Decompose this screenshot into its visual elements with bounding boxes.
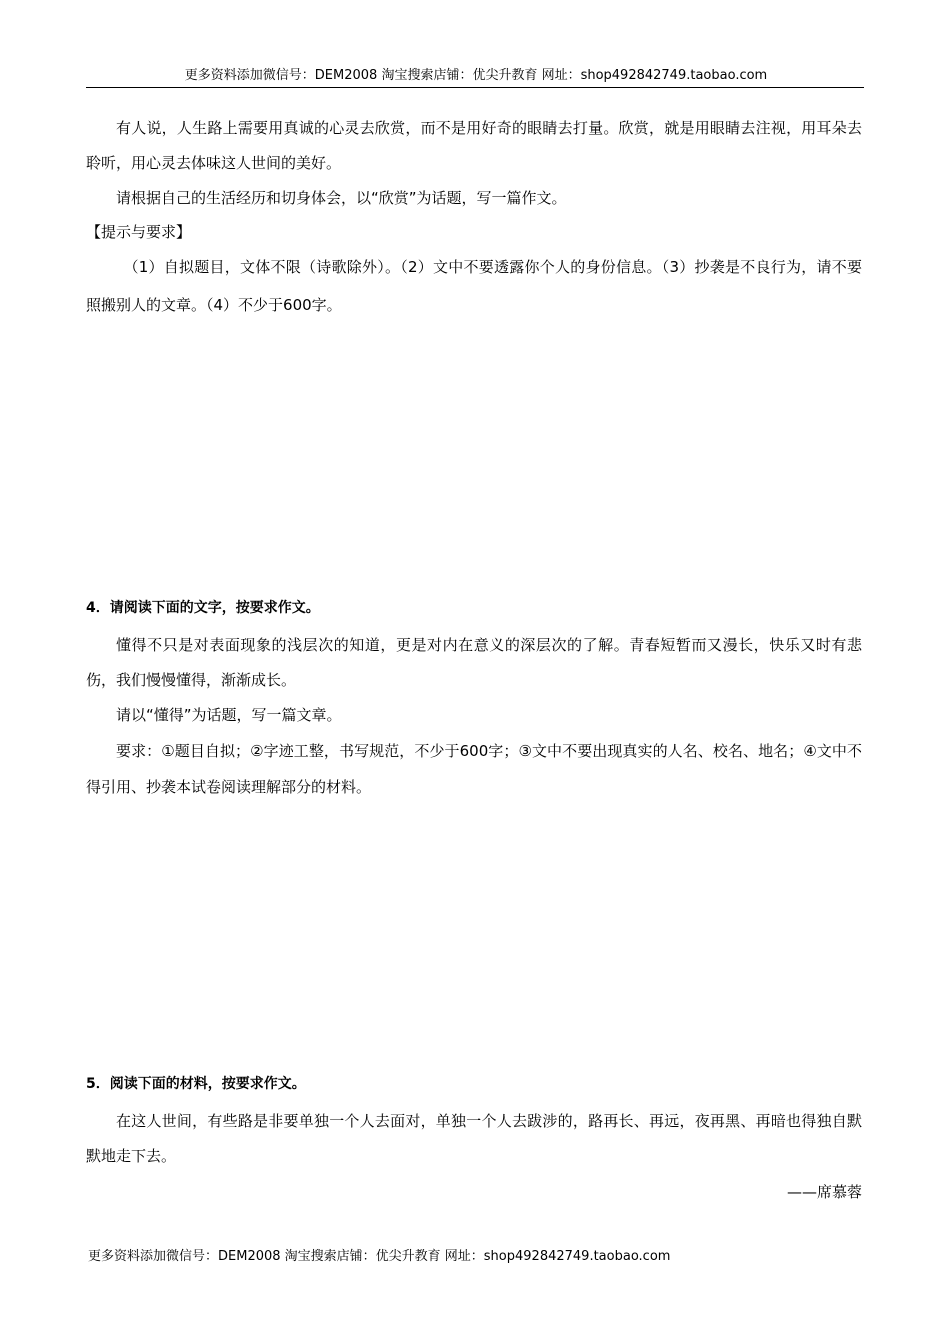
section-3-instruction: 请根据自己的生活经历和切身体会，以“欣赏”为话题，写一篇作文。	[116, 189, 567, 207]
section-4-instruction: 请以“懂得”为话题，写一篇文章。	[116, 706, 342, 724]
section-4-requirements: 要求：①题目自拟；②字迹工整，书写规范，不少于600字；③文中不要出现真实的人名、校名、地名；④文中不得引用、抄袭本试卷阅读理解部分的材料。	[86, 742, 862, 796]
section-3-material: 有人说，人生路上需要用真诚的心灵去欣赏，而不是用好奇的眼睛去打量。欣赏，就是用眼睛去注视，用耳朵去聆听，用心灵去体味这人世间的美好。	[86, 119, 862, 172]
section-5-attribution: ——席慕蓉	[786, 1183, 862, 1201]
page-header: 更多资料添加微信号：DEM2008 淘宝搜索店铺：优尖升教育 网址：shop492842749.taobao.com	[184, 68, 768, 83]
section-5-title: 5．阅读下面的材料，按要求作文。	[86, 1076, 306, 1092]
section-3	[86, 111, 862, 324]
section-4	[86, 596, 862, 805]
section-4-material: 懂得不只是对表面现象的浅层次的知道，更是对内在意义的深层次的了解。青春短暂而又漫长，快乐又时有悲伤，我们慢慢懂得，渐渐成长。	[86, 636, 862, 689]
section-3-tips: （1）自拟题目，文体不限（诗歌除外）。（2）文中不要透露你个人的身份信息。（3）抄袭是不良行为，请不要照搬别人的文章。（4）不少于600字。	[86, 258, 862, 314]
section-4-title: 4．请阅读下面的文字，按要求作文。	[86, 600, 320, 616]
section-3-tips-title: 【提示与要求】	[86, 223, 192, 241]
header-divider	[86, 87, 864, 88]
section-5	[86, 1072, 862, 1204]
section-5-material: 在这人世间，有些路是非要单独一个人去面对，单独一个人去跋涉的，路再长、再远，夜再黑、再暗也得独自默默地走下去。	[86, 1112, 862, 1165]
page-footer: 更多资料添加微信号：DEM2008 淘宝搜索店铺：优尖升教育 网址：shop492842749.taobao.com	[88, 1249, 671, 1264]
